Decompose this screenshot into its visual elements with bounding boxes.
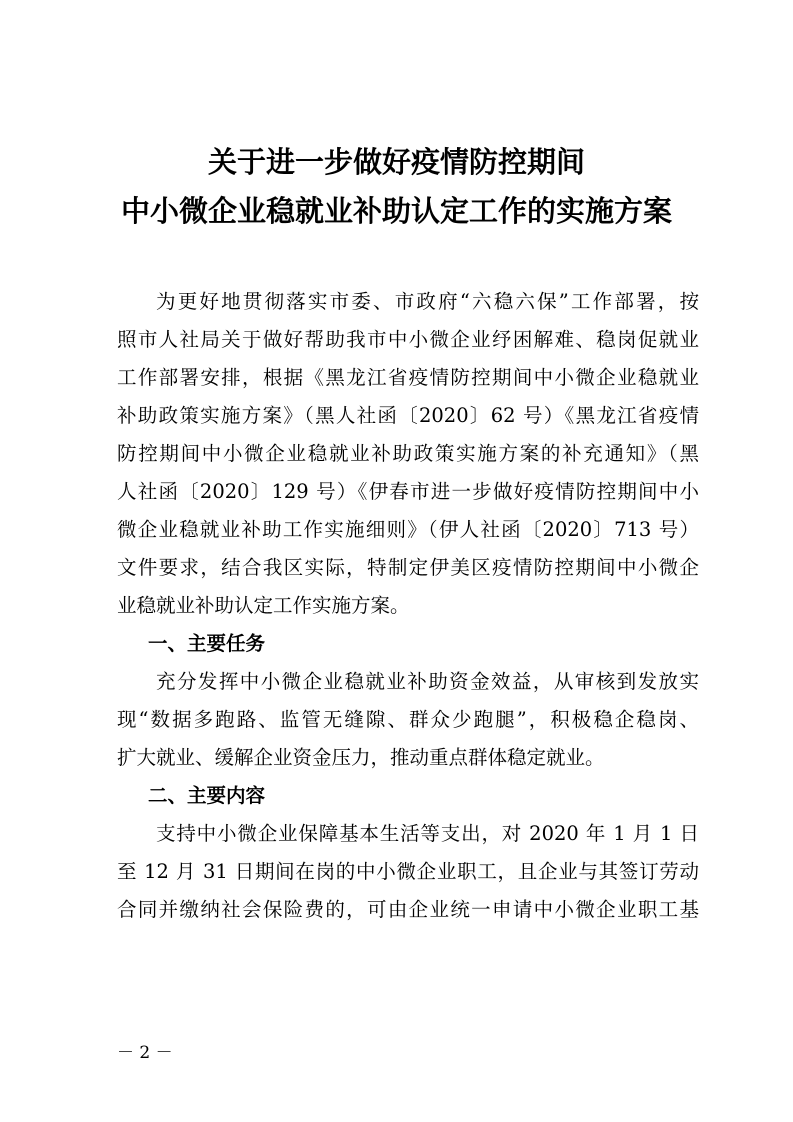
intro-paragraph-line: 照市人社局关于做好帮助我市中小微企业纾困解难、稳岗促就业 [117,328,699,351]
document-title-line-1: 关于进一步做好疫情防控期间 [207,145,585,179]
section-1-heading: 一、主要任务 [148,632,266,655]
section-2-paragraph-line: 支持中小微企业保障基本生活等支出，对 2020 年 1 月 1 日 [156,822,699,845]
section-1-paragraph-line: 现“数据多跑路、监管无缝隙、群众少跑腿”，积极稳企稳岗、 [117,708,699,731]
section-1-paragraph-line: 扩大就业、缓解企业资金压力，推动重点群体稳定就业。 [117,746,605,769]
intro-paragraph-line: 防控期间中小微企业稳就业补助政策实施方案的补充通知》（黑 [117,442,699,465]
intro-paragraph-line: 工作部署安排，根据《黑龙江省疫情防控期间中小微企业稳就业 [117,366,699,389]
intro-paragraph-line: 为更好地贯彻落实市委、市政府“六稳六保”工作部署，按 [156,290,699,313]
intro-paragraph-line: 人社函〔2020〕129 号）《伊春市进一步做好疫情防控期间中小 [117,480,699,503]
intro-paragraph-line: 文件要求，结合我区实际，特制定伊美区疫情防控期间中小微企 [117,556,699,579]
section-2-heading: 二、主要内容 [148,784,266,807]
section-1-paragraph-line: 充分发挥中小微企业稳就业补助资金效益，从审核到发放实 [156,670,699,693]
section-2-paragraph-line: 合同并缴纳社会保险费的，可由企业统一申请中小微企业职工基 [117,898,699,921]
document-title-line-2: 中小微企业稳就业补助认定工作的实施方案 [120,194,672,228]
section-2-paragraph-line: 至 12 月 31 日期间在岗的中小微企业职工，且企业与其签订劳动 [117,860,699,883]
page-number: － 2 － [117,1043,173,1063]
intro-paragraph-line: 微企业稳就业补助工作实施细则》（伊人社函〔2020〕713 号） [117,518,699,541]
intro-paragraph-line: 业稳就业补助认定工作实施方案。 [117,594,410,617]
intro-paragraph-line: 补助政策实施方案》（黑人社函〔2020〕62 号）《黑龙江省疫情 [117,404,699,427]
